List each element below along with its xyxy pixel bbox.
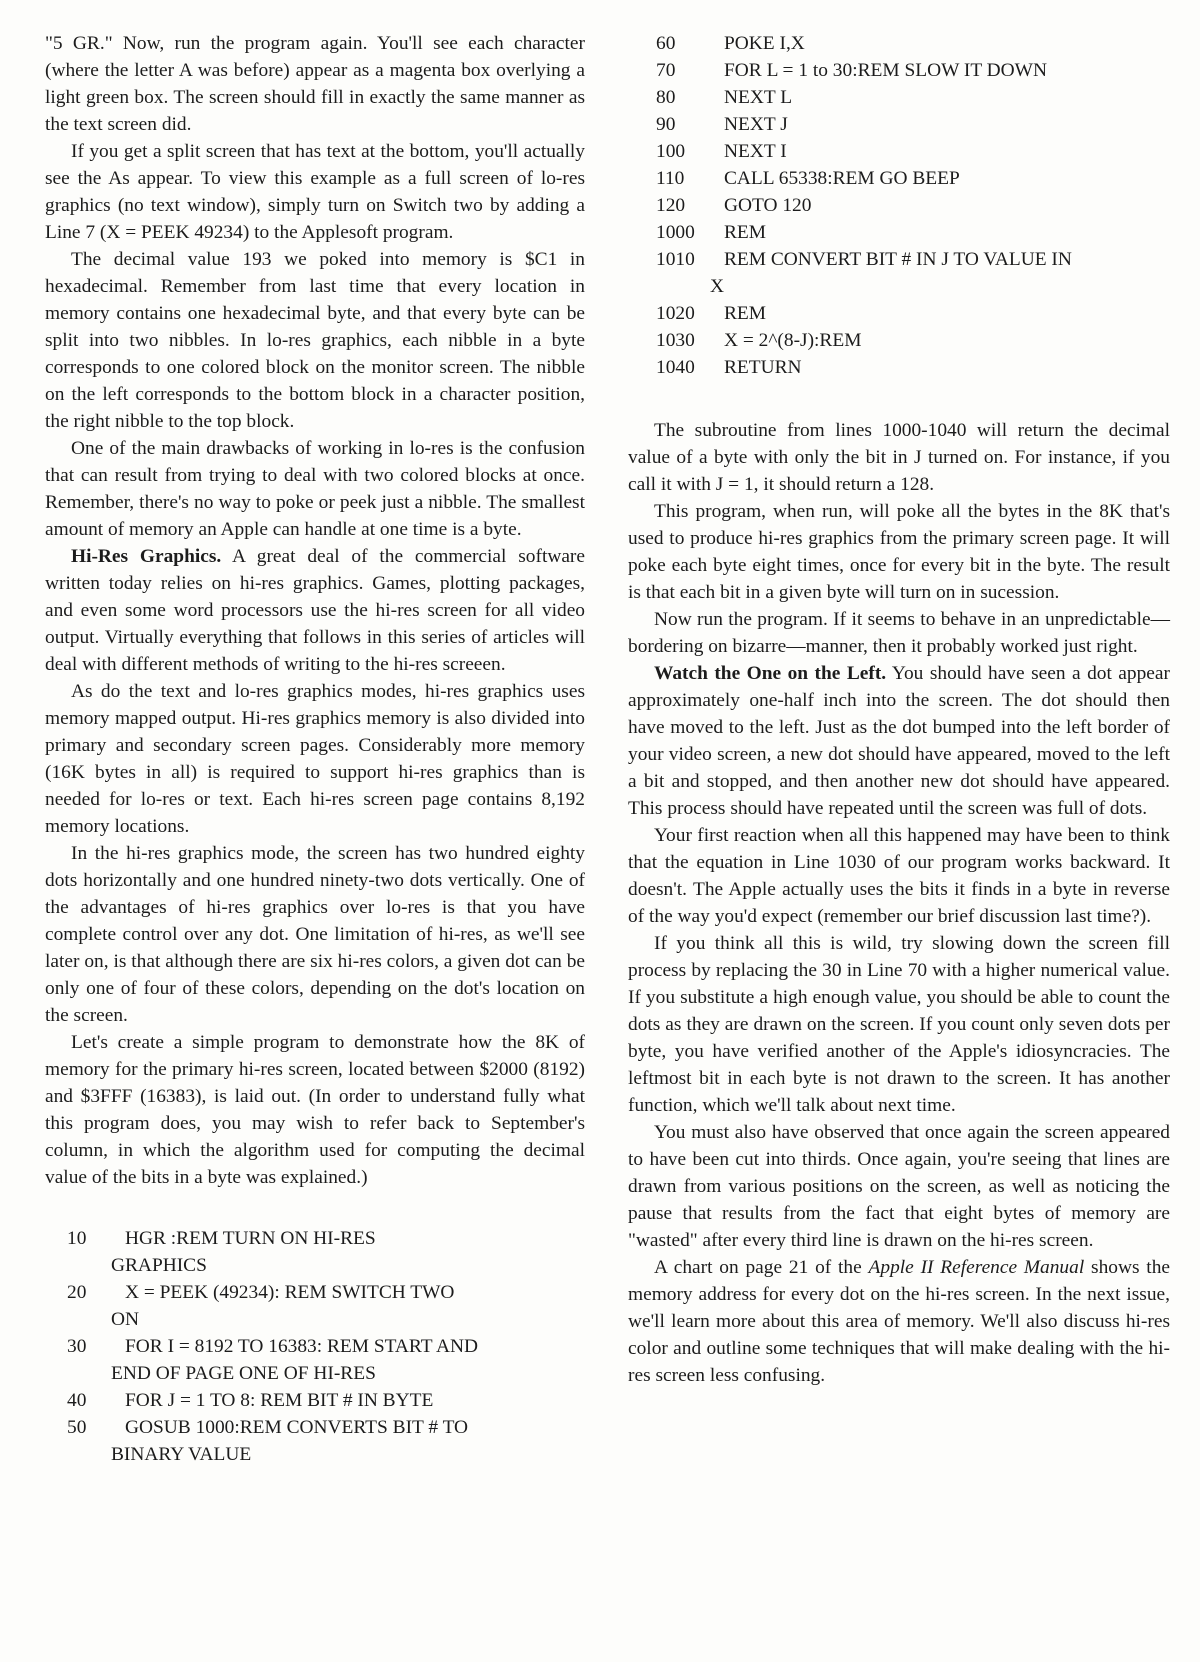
code-continuation: BINARY VALUE xyxy=(111,1444,252,1465)
line-number: 1000 xyxy=(656,222,695,243)
right-column xyxy=(628,30,1170,1389)
watch-section xyxy=(628,660,1170,822)
code-line xyxy=(628,84,1170,111)
line-number: 60 xyxy=(656,33,676,54)
line-number: 110 xyxy=(656,168,685,189)
code-line xyxy=(628,219,1170,246)
code-continuation: ON xyxy=(111,1309,140,1330)
code-text: FOR L = 1 to 30:REM SLOW IT DOWN xyxy=(724,60,1047,81)
code-line xyxy=(628,354,1170,381)
code-text: REM xyxy=(724,303,767,324)
code-text: REM xyxy=(724,222,767,243)
code-text: NEXT L xyxy=(724,87,793,108)
line-number: 30 xyxy=(67,1336,87,1357)
code-text: NEXT I xyxy=(724,141,787,162)
code-line xyxy=(628,192,1170,219)
code-text: GOTO 120 xyxy=(724,195,812,216)
code-text: X = PEEK (49234): REM SWITCH TWO xyxy=(125,1282,455,1303)
line-number: 1020 xyxy=(656,303,695,324)
hires-section xyxy=(45,543,585,678)
code-text: FOR J = 1 TO 8: REM BIT # IN BYTE xyxy=(125,1390,434,1411)
line-number: 100 xyxy=(656,141,686,162)
code-text: POKE I,X xyxy=(724,33,805,54)
paragraph: As do the text and lo-res graphics modes, hi-res graphics uses memory mapped output. Hi-res graphics memory is also divided into primary and secondary screen pages. Considerably more memory (16K bytes in all) is required to support hi-res graphics than is needed for lo-res or text. Each hi-res screen page contains 8,192 memory locations. xyxy=(45,681,585,837)
code-continuation: GRAPHICS xyxy=(111,1255,207,1276)
paragraph: If you get a split screen that has text at the bottom, you'll actually see the As appear. To view this example as a full screen of lo-res graphics (no text window), simply turn on Switch two by adding a Line 7 (X = PEEK 49234) to the Applesoft program. xyxy=(45,141,585,243)
closing-text-start: A chart on page 21 of the xyxy=(654,1257,869,1278)
code-line xyxy=(45,1225,585,1279)
code-text: FOR I = 8192 TO 16383: REM START AND xyxy=(125,1336,478,1357)
line-number: 20 xyxy=(67,1282,87,1303)
section-heading: Watch the One on the Left. xyxy=(654,663,887,684)
code-line xyxy=(45,1414,585,1468)
code-line xyxy=(45,1279,585,1333)
closing-text-end: shows the memory address for every dot on the hi-res screen. In the next issue, we'll learn more about this area of memory. We'll also discuss hi-res color and outline some techniques that will make dealing with the hi-res screen less confusing. xyxy=(628,1257,1171,1386)
section-text: A great deal of the commercial software written today relies on hi-res graphics. Games, plotting packages, and even some word processors use the hi-res screen for all video output. Virtually everything that follows in this series of articles will deal with different methods of writing to the hi-res screeen. xyxy=(45,546,585,675)
line-number: 80 xyxy=(656,87,676,108)
code-line xyxy=(45,1387,585,1414)
paragraph: The decimal value 193 we poked into memory is $C1 in hexadecimal. Remember from last time that every location in memory contains one hexadecimal byte, and that every byte can be split into two nibbles. In lo-res graphics, each nibble in a byte corresponds to one colored block on the monitor screen. The nibble on the left corresponds to the bottom block in a character position, the right nibble to the top block. xyxy=(45,249,585,432)
section-heading: Hi-Res Graphics. xyxy=(71,546,222,567)
paragraph: Let's create a simple program to demonstrate how the 8K of memory for the primary hi-res screen, located between $2000 (8192) and $3FFF (16383), is laid out. (In order to understand fully what this program does, you may wish to refer back to September's column, in which the algorithm used for computing the decimal value of the bits in a byte was explained.) xyxy=(45,1032,585,1188)
code-line xyxy=(628,327,1170,354)
code-line xyxy=(628,300,1170,327)
line-number: 50 xyxy=(67,1417,87,1438)
left-column xyxy=(45,30,585,1468)
paragraph: Now run the program. If it seems to behave in an unpredictable—bordering on bizarre—manner, then it probably worked just right. xyxy=(628,609,1170,657)
line-number: 120 xyxy=(656,195,686,216)
code-listing-part-2 xyxy=(628,30,1170,381)
line-number: 70 xyxy=(656,60,676,81)
paragraph: The subroutine from lines 1000-1040 will return the decimal value of a byte with only the bit in J turned on. For instance, if you call it with J = 1, it should return a 128. xyxy=(628,420,1170,495)
code-text: CALL 65338:REM GO BEEP xyxy=(724,168,960,189)
code-continuation: END OF PAGE ONE OF HI-RES xyxy=(111,1363,376,1384)
code-listing-part-1 xyxy=(45,1225,585,1468)
paragraph: Your first reaction when all this happened may have been to think that the equation in Line 1030 of our program works backward. It doesn't. The Apple actually uses the bits it finds in a byte in reverse of the way you'd expect (remember our brief discussion last time?). xyxy=(628,825,1170,927)
code-text: RETURN xyxy=(724,357,802,378)
line-number: 90 xyxy=(656,114,676,135)
line-number: 40 xyxy=(67,1390,87,1411)
line-number: 1040 xyxy=(656,357,695,378)
paragraph: If you think all this is wild, try slowing down the screen fill process by replacing the 30 in Line 70 with a higher numerical value. If you substitute a high enough value, you should be able to count the dots as they are drawn on the screen. If you count only seven dots per byte, you have verified another of the Apple's idiosyncracies. The leftmost bit in each byte is not drawn to the screen. It has another function, which we'll talk about next time. xyxy=(628,933,1170,1116)
code-text: NEXT J xyxy=(724,114,788,135)
paragraph: You must also have observed that once again the screen appeared to have been cut into thirds. Once again, you're seeing that lines are drawn from various positions on the screen, as well as noticing the pause that results from the fact that eight bytes of memory are "wasted" after every third line is drawn on the hi-res screen. xyxy=(628,1122,1170,1251)
code-text: REM CONVERT BIT # IN J TO VALUE IN xyxy=(724,249,1072,270)
code-line xyxy=(628,165,1170,192)
section-text: You should have seen a dot appear approximately one-half inch into the screen. The dot should then have moved to the left. Just as the dot bumped into the left border of your video screen, a new dot should have appeared, moved to the left a bit and stopped, and then another new dot should have appeared. This process should have repeated until the screen was full of dots. xyxy=(628,663,1170,819)
paragraph: One of the main drawbacks of working in lo-res is the confusion that can result from trying to deal with two colored blocks at once. Remember, there's no way to poke or peek just a nibble. The smallest amount of memory an Apple can handle at one time is a byte. xyxy=(45,438,585,540)
code-line xyxy=(45,1333,585,1387)
code-line xyxy=(628,57,1170,84)
paragraph: In the hi-res graphics mode, the screen has two hundred eighty dots horizontally and one hundred ninety-two dots vertically. One of the advantages of hi-res graphics over lo-res is that you have complete control over any dot. One limitation of hi-res, as we'll see later on, is that although there are six hi-res colors, a given dot can be only one of four of these colors, depending on the dot's location on the screen. xyxy=(45,843,585,1026)
code-text: HGR :REM TURN ON HI-RES xyxy=(125,1228,376,1249)
line-number: 1030 xyxy=(656,330,695,351)
closing-paragraph xyxy=(628,1254,1170,1389)
code-text: GOSUB 1000:REM CONVERTS BIT # TO xyxy=(125,1417,469,1438)
code-line xyxy=(628,246,1170,300)
line-number: 1010 xyxy=(656,249,695,270)
code-line xyxy=(628,111,1170,138)
manual-title: Apple II Reference Manual xyxy=(868,1257,1085,1278)
code-line xyxy=(628,138,1170,165)
paragraph: This program, when run, will poke all the bytes in the 8K that's used to produce hi-res graphics from the primary screen page. It will poke each byte eight times, once for every bit in the byte. The result is that each bit in a given byte will turn on in sucession. xyxy=(628,501,1170,603)
line-number: 10 xyxy=(67,1228,87,1249)
code-continuation: X xyxy=(710,276,725,297)
code-text: X = 2^(8-J):REM xyxy=(724,330,862,351)
paragraph: "5 GR." Now, run the program again. You'll see each character (where the letter A was before) appear as a magenta box overlying a light green box. The screen should fill in exactly the same manner as the text screen did. xyxy=(45,33,585,135)
code-line xyxy=(628,30,1170,57)
